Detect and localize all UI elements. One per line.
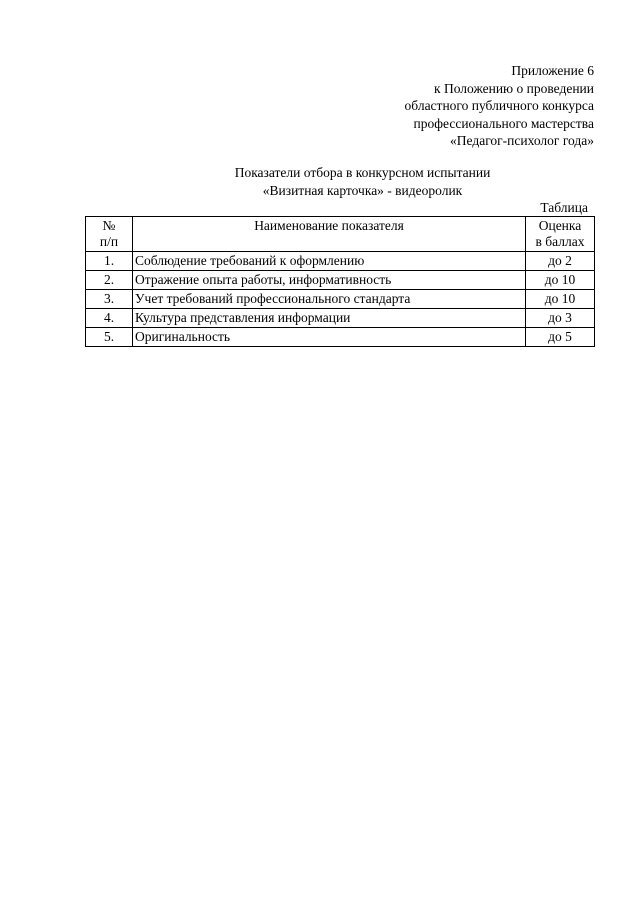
row-indicator: Культура представления информации <box>133 309 526 328</box>
appendix-block <box>405 62 594 150</box>
row-number: 2. <box>86 271 133 290</box>
row-score: до 10 <box>526 271 595 290</box>
row-number: 4. <box>86 309 133 328</box>
appendix-line: «Педагог-психолог года» <box>450 133 594 148</box>
table-row <box>86 290 595 309</box>
table-header-row <box>86 217 595 252</box>
header-score <box>526 217 595 252</box>
row-indicator: Оригинальность <box>133 328 526 347</box>
appendix-line: Приложение 6 <box>511 63 594 78</box>
header-score-line2: в баллах <box>535 234 585 249</box>
row-number: 1. <box>86 252 133 271</box>
row-indicator: Отражение опыта работы, информативность <box>133 271 526 290</box>
row-number: 5. <box>86 328 133 347</box>
appendix-line: к Положению о проведении <box>434 80 594 96</box>
table-row <box>86 309 595 328</box>
row-number: 3. <box>86 290 133 309</box>
header-indicator-name: Наименование показателя <box>133 217 526 252</box>
table-row <box>86 252 595 271</box>
header-number-line1: № <box>102 218 116 233</box>
table-row <box>86 271 595 290</box>
document-title-line1: Показатели отбора в конкурсном испытании <box>234 165 491 180</box>
row-score: до 5 <box>526 328 595 347</box>
header-number-line2: п/п <box>99 234 119 249</box>
appendix-line: профессионального мастерства <box>413 115 594 131</box>
row-score: до 3 <box>526 309 595 328</box>
table-row <box>86 328 595 347</box>
header-number <box>86 217 133 252</box>
criteria-table <box>85 216 595 347</box>
document-title-line2: «Визитная карточка» - видеоролик <box>262 182 463 198</box>
row-indicator: Соблюдение требований к оформлению <box>133 252 526 271</box>
table-caption: Таблица <box>540 200 588 215</box>
document-title <box>0 164 640 199</box>
row-indicator: Учет требований профессионального стандарта <box>133 290 526 309</box>
header-score-line1: Оценка <box>538 218 582 233</box>
row-score: до 10 <box>526 290 595 309</box>
row-score: до 2 <box>526 252 595 271</box>
appendix-line: областного публичного конкурса <box>404 98 594 113</box>
